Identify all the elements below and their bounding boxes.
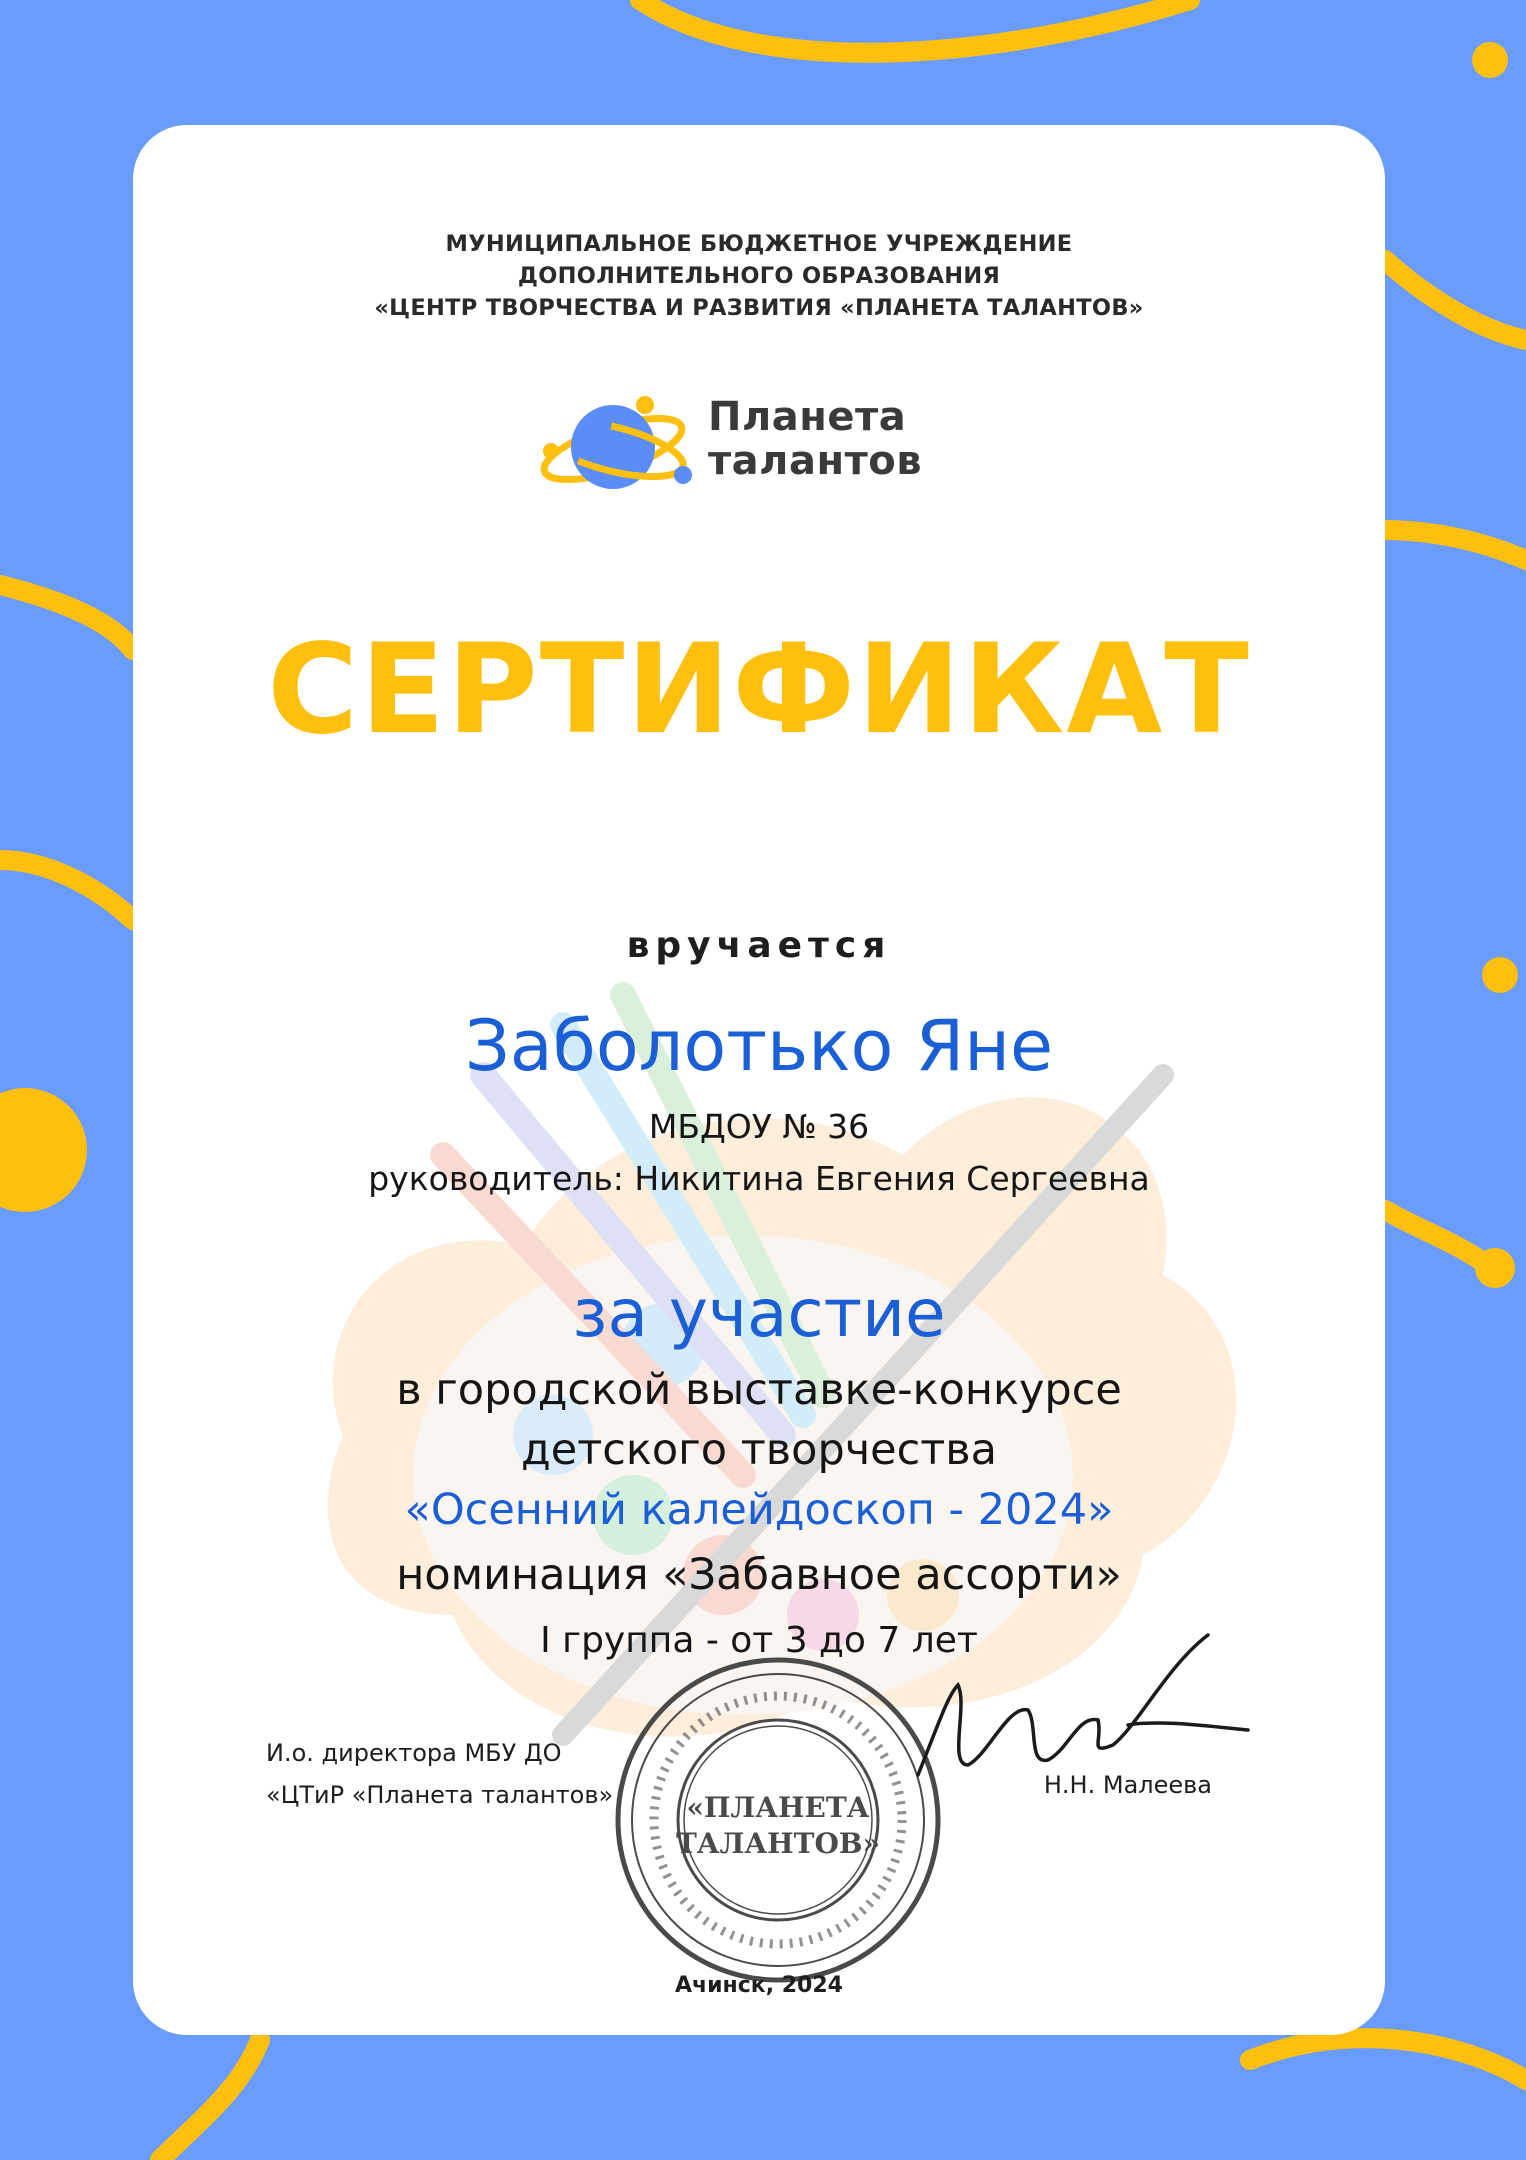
logo-line-1: Планета bbox=[708, 394, 907, 440]
signatory-position bbox=[266, 1732, 613, 1816]
organization-line-2: ДОПОЛНИТЕЛЬНОГО ОБРАЗОВАНИЯ bbox=[517, 263, 1001, 289]
event-line-2: детского творчества bbox=[521, 1425, 997, 1475]
organization-line-3: «ЦЕНТР ТВОРЧЕСТВА И РАЗВИТИЯ «ПЛАНЕТА ТАЛАНТОВ» bbox=[374, 295, 1144, 321]
signatory-position-line-2: «ЦТиР «Планета талантов» bbox=[266, 1781, 614, 1809]
recipient-name: Заболотько Яне bbox=[464, 1005, 1054, 1087]
organization-name bbox=[133, 228, 1385, 324]
award-reason: за участие bbox=[572, 1275, 946, 1352]
certificate-card bbox=[133, 125, 1385, 2035]
logo-wordmark bbox=[708, 395, 922, 483]
event-line-1: в городской выставке-конкурсе bbox=[396, 1365, 1122, 1415]
place-and-year: Ачинск, 2024 bbox=[675, 1973, 843, 1998]
stamp-center-line-2: ТАЛАНТОВ» bbox=[675, 1827, 881, 1860]
awarded-to-label: вручается bbox=[626, 925, 892, 966]
recipient-leader: руководитель: Никитина Евгения Сергеевна bbox=[368, 1159, 1150, 1198]
logo-line-2: талантов bbox=[708, 438, 923, 484]
recipient-school: МБДОУ № 36 bbox=[648, 1107, 870, 1146]
certificate-title: СЕРТИФИКАТ bbox=[267, 618, 1251, 762]
stamp-center-line-1: «ПЛАНЕТА bbox=[686, 1791, 870, 1824]
age-group: I группа - от 3 до 7 лет bbox=[540, 1620, 978, 1661]
organization-line-1: МУНИЦИПАЛЬНОЕ БЮДЖЕТНОЕ УЧРЕЖДЕНИЕ bbox=[445, 231, 1073, 257]
nomination: номинация «Забавное ассорти» bbox=[396, 1550, 1122, 1600]
contest-name: «Осенний калейдоскоп - 2024» bbox=[404, 1485, 1114, 1535]
signatory-position-line-1: И.о. директора МБУ ДО bbox=[266, 1739, 562, 1767]
signatory-name: Н.Н. Малеева bbox=[1043, 1771, 1212, 1799]
